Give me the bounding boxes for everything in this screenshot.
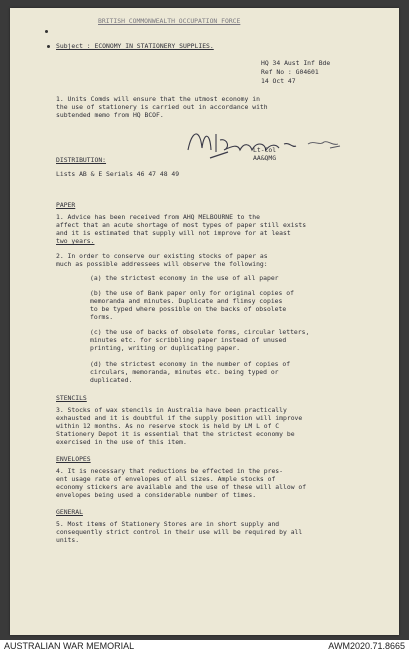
- signatory-title: AA&QMG: [253, 154, 277, 162]
- general-heading: GENERAL: [56, 508, 83, 516]
- reference-number: Ref No : G04601: [261, 68, 319, 76]
- signatory-rank: Lt-Col: [253, 146, 277, 154]
- unit-name: HQ 34 Aust Inf Bde: [261, 59, 331, 67]
- stencils-heading: STENCILS: [56, 394, 87, 402]
- envelopes-heading: ENVELOPES: [56, 455, 91, 463]
- subject-line: Subject : ECONOMY IN STATIONERY SUPPLIES.: [56, 42, 214, 50]
- paper-heading: PAPER: [56, 201, 76, 209]
- footer-source: AUSTRALIAN WAR MEMORIAL: [4, 641, 135, 651]
- handwritten-signature: [180, 120, 360, 170]
- archive-footer: [0, 640, 409, 653]
- footer-accession-number: AWM2020.71.8665: [328, 641, 405, 651]
- distribution-list: Lists AB & E Serials 46 47 48 49: [56, 170, 180, 178]
- force-title: BRITISH COMMONWEALTH OCCUPATION FORCE: [98, 17, 241, 25]
- distribution-heading: DISTRIBUTION:: [56, 156, 107, 164]
- punch-hole: [47, 45, 50, 48]
- punch-hole: [45, 30, 48, 33]
- document-date: 14 Oct 47: [261, 77, 296, 85]
- document-page: BRITISH COMMONWEALTH OCCUPATION FORCE Subject : ECONOMY IN STATIONERY SUPPLIES. HQ 34 Aust Inf Bde Ref No : G04601 14 Oct 47 1. Units Comds will ensure that the utmost economy in the use of stationery is carried out in accordance with subtended memo from HQ BCOF. Lt-Col AA&QMG DISTRIBUTION: Lists AB & E Serials 46 47 48 49 PAPER 1. Advice has been received from AHQ MELBOURNE to the affect that an acute shortage of most types of paper still exists and it is estimated that supply will not improve for at least two years. 2. In order to conserve our existing stocks of paper as much as possible addressees will observe the following: (a) the strictest economy in the use of all paper (b) the use of Bank paper only for original copies of memoranda and minutes. Duplicate and flimsy copies to be typed where possible on the backs of obsolete forms. (c) the use of backs of obsolete forms, circular letters, minutes etc. for scribbling paper instead of unused printing, writing or duplicating paper. (d) the strictest economy in the number of copies of circulars, memoranda, minutes etc. being typed or duplicated. STENCILS 3. Stocks of wax stencils in Australia have been practically exhausted and it is doubtful if the supply position will improve within 12 months. As no reserve stock is held by LM L of C Stationery Depot it is essential that the strictest economy be exercised in the use of this item. ENVELOPES 4. It is necessary that reductions be effected in the pres- ent usage rate of envelopes of all sizes. Ample stocks of economy stickers are available and the use of these will allow of envelopes being used a considerable number of times. GENERAL 5. Most items of Stationery Stores are in short supply and consequently strict control in their use will be required by all units.: [10, 8, 399, 635]
